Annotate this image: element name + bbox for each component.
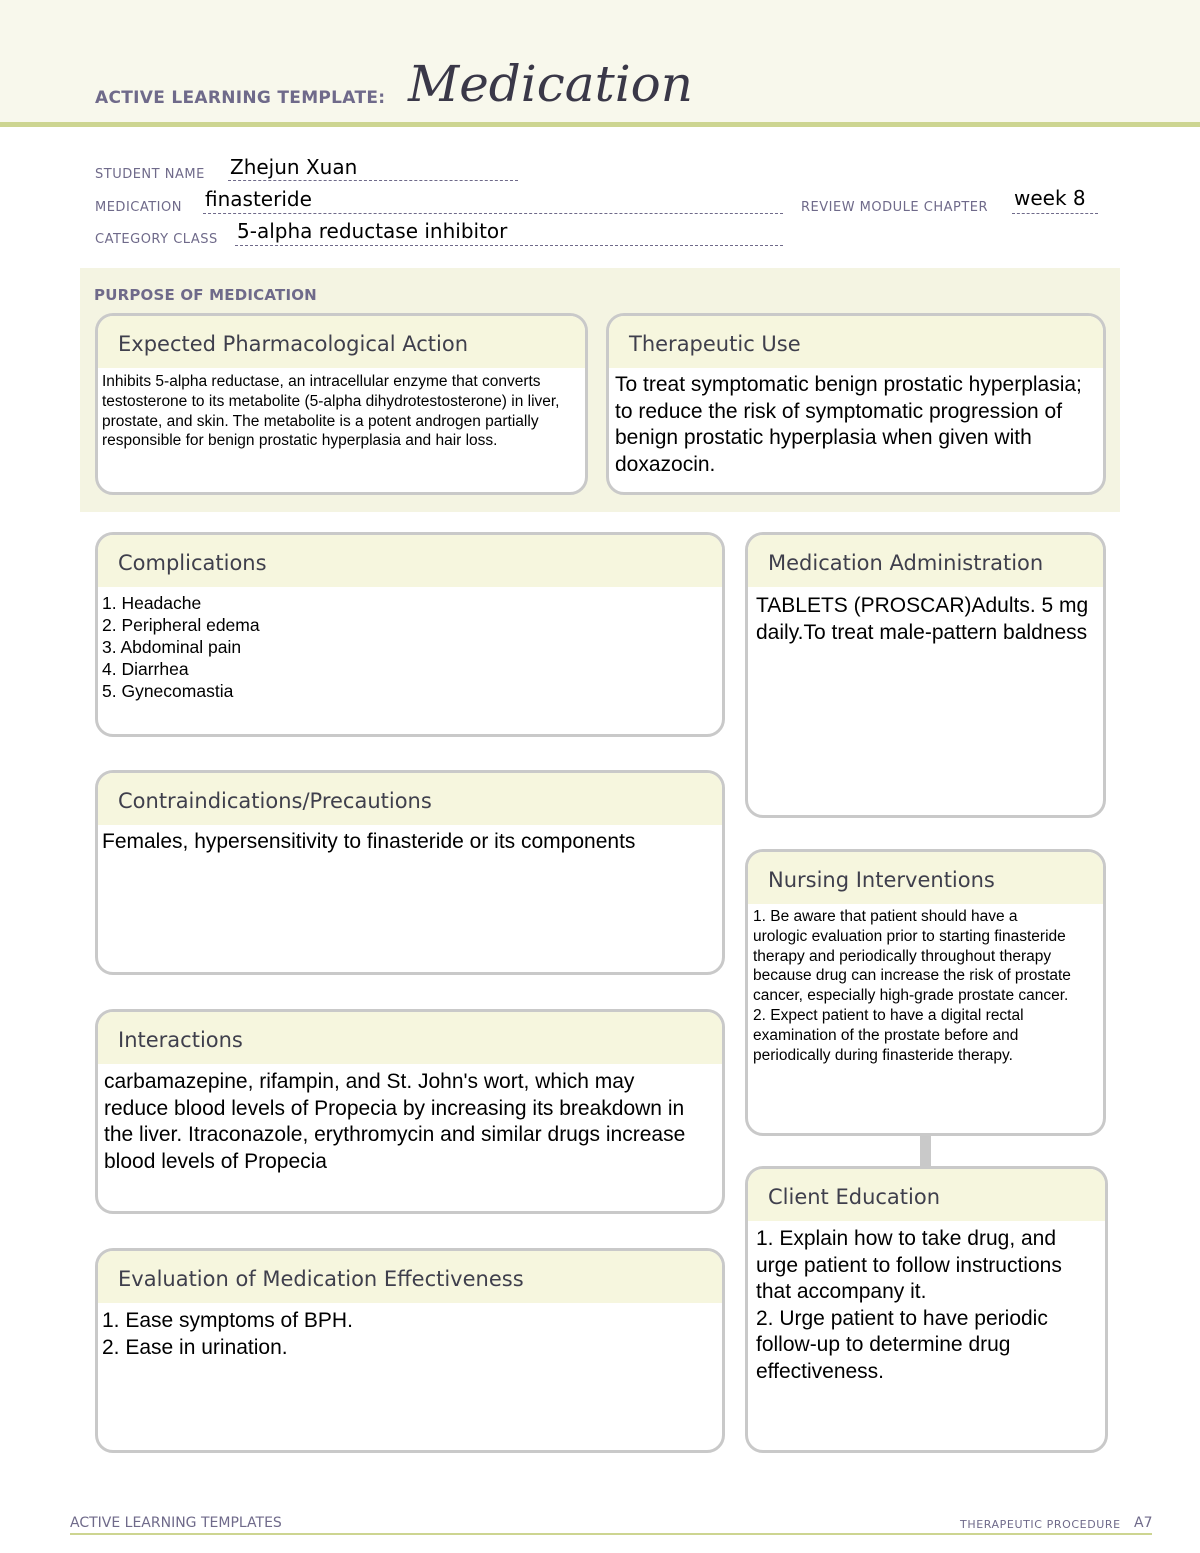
review-module-line — [1012, 213, 1098, 214]
complications-list[interactable] — [98, 587, 722, 702]
client-education-list[interactable] — [748, 1221, 1105, 1385]
list-item: 3. Abdominal pain — [102, 637, 242, 657]
expected-action-text[interactable]: Inhibits 5-alpha reductase, an intracellular enzyme that converts testosterone to its metabolite (5-alpha dihydrotestosterone) in liver, prostate, and skin. The metabolite is a potent androgen partially responsible for benign prostatic hyperplasia and hair loss. — [102, 373, 560, 450]
administration-card — [745, 532, 1106, 818]
contraindications-heading: Contraindications/Precautions — [98, 773, 722, 825]
complications-card — [95, 532, 725, 737]
student-name-label: STUDENT NAME — [95, 167, 205, 182]
list-item: 2. Peripheral edema — [102, 615, 260, 635]
footer-right: THERAPEUTIC PROCEDURE — [960, 1518, 1121, 1531]
therapeutic-use-heading: Therapeutic Use — [609, 316, 1103, 368]
nursing-text[interactable]: 1. Be aware that patient should have a urologic evaluation prior to starting finasteride therapy and periodically throughout therapy because drug can increase the risk of prostate cancer, especially high-grade prostate cancer. 2. Expect patient to have a digital rectal examination of the prostate before and periodically during finasteride therapy. — [753, 908, 1071, 1064]
administration-heading: Medication Administration — [748, 535, 1103, 587]
list-item: 4. Diarrhea — [102, 659, 189, 679]
category-class-field[interactable]: 5-alpha reductase inhibitor — [237, 219, 508, 243]
list-item: 2. Urge patient to have periodic follow-up to determine drug effectiveness. — [756, 1306, 1048, 1383]
connector-line — [920, 1135, 931, 1167]
review-module-label: REVIEW MODULE CHAPTER — [801, 200, 989, 215]
header-rule — [0, 122, 1200, 127]
list-item: 1. Ease symptoms of BPH. — [102, 1309, 353, 1332]
purpose-title: PURPOSE OF MEDICATION — [94, 286, 317, 304]
interactions-heading: Interactions — [98, 1012, 722, 1064]
interactions-card — [95, 1009, 725, 1214]
contraindications-text[interactable]: Females, hypersensitivity to finasteride or its components — [102, 830, 636, 853]
evaluation-heading: Evaluation of Medication Effectiveness — [98, 1251, 722, 1303]
list-item: 1. Headache — [102, 593, 202, 613]
contraindications-card — [95, 770, 725, 975]
footer-left: ACTIVE LEARNING TEMPLATES — [70, 1515, 282, 1531]
list-item: 5. Gynecomastia — [102, 681, 234, 701]
client-education-card — [745, 1166, 1108, 1453]
administration-text[interactable]: TABLETS (PROSCAR)Adults. 5 mg daily.To treat male-pattern baldness — [756, 594, 1089, 644]
page-number: A7 — [1134, 1515, 1153, 1531]
interactions-text[interactable]: carbamazepine, rifampin, and St. John's wort, which may reduce blood levels of Propecia by increasing its breakdown in the liver. Itraconazole, erythromycin and similar drugs increase blood levels of Propecia — [104, 1070, 686, 1173]
medication-field[interactable]: finasteride — [205, 187, 312, 211]
complications-heading: Complications — [98, 535, 722, 587]
list-item: 1. Explain how to take drug, and urge patient to follow instructions that accompany it. — [756, 1227, 1062, 1303]
medication-line — [203, 213, 783, 214]
template-label: ACTIVE LEARNING TEMPLATE: — [95, 88, 386, 108]
therapeutic-use-text[interactable]: To treat symptomatic benign prostatic hyperplasia; to reduce the risk of symptomatic progression of benign prostatic hyperplasia when given with doxazocin. — [615, 373, 1082, 476]
nursing-card — [745, 849, 1106, 1136]
medication-label: MEDICATION — [95, 200, 182, 215]
student-name-line — [228, 180, 518, 181]
nursing-heading: Nursing Interventions — [748, 852, 1103, 904]
expected-action-card — [95, 313, 588, 495]
review-module-field[interactable]: week 8 — [1014, 186, 1086, 210]
footer-rule — [70, 1533, 1152, 1535]
category-class-line — [235, 245, 783, 246]
client-education-heading: Client Education — [748, 1169, 1105, 1221]
expected-action-heading: Expected Pharmacological Action — [98, 316, 585, 368]
page-title: Medication — [408, 55, 693, 113]
evaluation-list[interactable] — [98, 1303, 722, 1361]
category-class-label: CATEGORY CLASS — [95, 232, 218, 247]
list-item: 2. Ease in urination. — [102, 1335, 288, 1359]
student-name-field[interactable]: Zhejun Xuan — [230, 155, 358, 179]
therapeutic-use-card — [606, 313, 1106, 495]
evaluation-card — [95, 1248, 725, 1453]
